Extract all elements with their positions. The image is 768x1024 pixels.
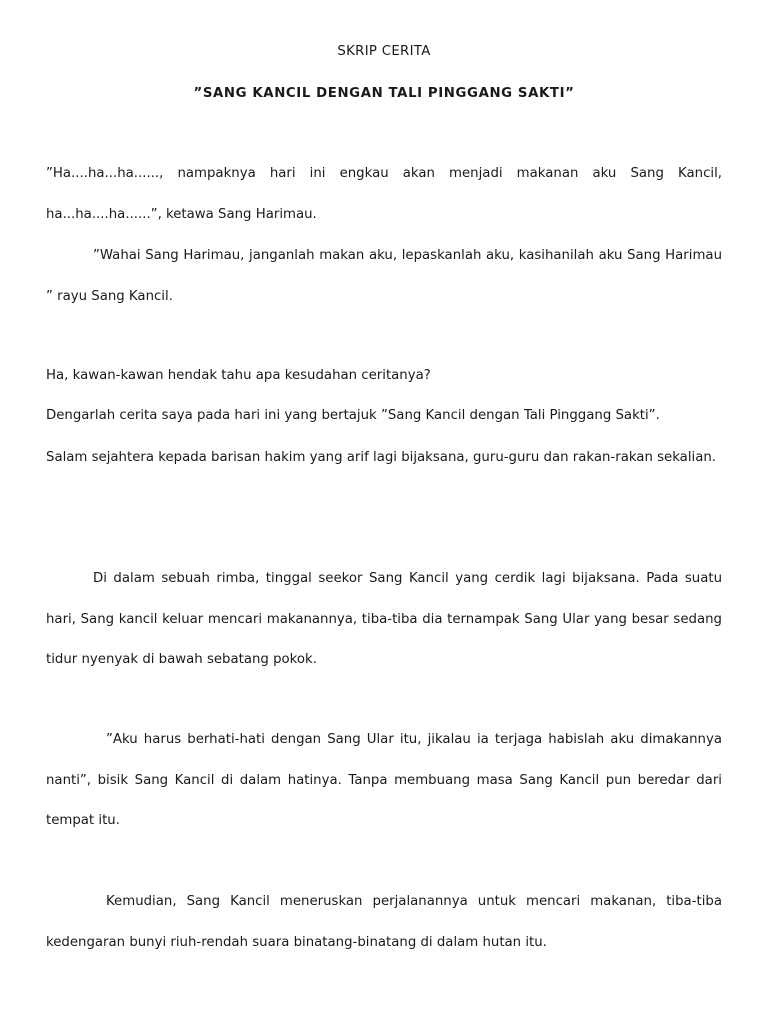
paragraph-journey: Kemudian, Sang Kancil meneruskan perjalanannya untuk mencari makanan, tiba-tiba kedengaran bunyi riuh-rendah suara binatang-binatang di dalam hutan itu.	[46, 894, 722, 950]
paragraph-kancil-plea: ”Wahai Sang Harimau, janganlah makan aku, lepaskanlah aku, kasihanilah aku Sang Harimau ” rayu Sang Kancil.	[46, 248, 722, 304]
document-title: ”SANG KANCIL DENGAN TALI PINGGANG SAKTI”	[193, 86, 575, 101]
paragraph-audience-question: Ha, kawan-kawan hendak tahu apa kesudahan ceritanya?	[46, 368, 431, 383]
paragraph-story-intro: Dengarlah cerita saya pada hari ini yang bertajuk ”Sang Kancil dengan Tali Pinggang Sakti”.	[46, 408, 660, 423]
paragraph-forest: Di dalam sebuah rimba, tinggal seekor Sang Kancil yang cerdik lagi bijaksana. Pada suatu hari, Sang kancil keluar mencari makanannya, tiba-tiba dia ternampak Sang Ular yang besar sedang tidur nyenyak di bawah sebatang pokok.	[46, 571, 722, 667]
document-heading: SKRIP CERITA	[337, 44, 431, 59]
paragraph-kancil-whisper: ”Aku harus berhati-hati dengan Sang Ular itu, jikalau ia terjaga habislah aku dimakannya nanti”, bisik Sang Kancil di dalam hatinya. Tanpa membuang masa Sang Kancil pun beredar dari tempat itu.	[46, 732, 722, 828]
paragraph-tiger-laugh: ”Ha....ha...ha......, nampaknya hari ini engkau akan menjadi makanan aku Sang Kancil, ha...ha....ha......”, ketawa Sang Harimau.	[46, 166, 722, 222]
paragraph-greeting: Salam sejahtera kepada barisan hakim yang arif lagi bijaksana, guru-guru dan rakan-rakan sekalian.	[46, 450, 717, 465]
